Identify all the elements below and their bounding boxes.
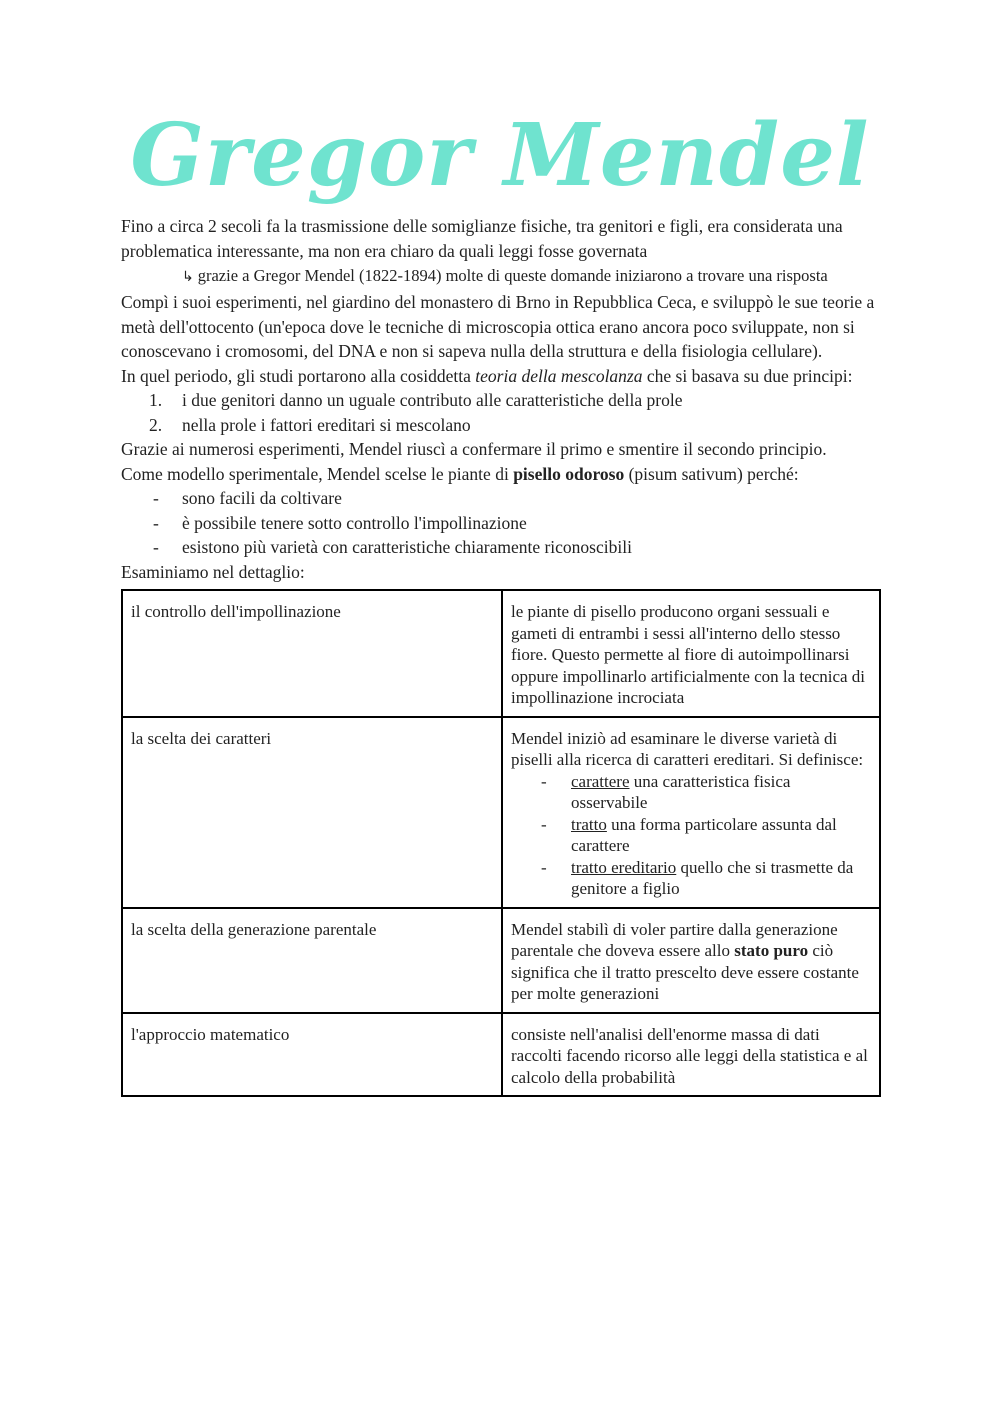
table-cell-topic: l'approccio matematico <box>122 1013 502 1097</box>
definition-item <box>511 771 871 814</box>
list-item <box>121 413 881 438</box>
definition-term: tratto <box>571 814 607 834</box>
definition-desc: una forma particolare assunta dal carattere <box>571 814 837 855</box>
theory-text: In quel periodo, gli studi portarono alla cosiddetta <box>121 365 476 386</box>
list-marker: - <box>153 537 159 557</box>
table-cell-topic: la scelta della generazione parentale <box>122 908 502 1013</box>
cell-intro: Mendel iniziò ad esaminare le diverse varietà di piselli alla ricerca di caratteri ereditari. Si definisce: <box>511 728 864 769</box>
model-text-end: (pisum sativum) perché: <box>624 463 799 484</box>
list-item <box>121 511 881 536</box>
list-marker: - <box>541 857 547 877</box>
list-marker: - <box>541 814 547 834</box>
details-table <box>121 589 881 1097</box>
table-row <box>122 717 880 908</box>
definition-term: tratto ereditario <box>571 857 677 877</box>
list-item <box>121 486 881 511</box>
theory-text-end: che si basava su due principi: <box>642 365 853 386</box>
table-cell-description: consiste nell'analisi dell'enorme massa di dati raccolti facendo ricorso alle leggi della statistica e al calcolo della probabilità <box>502 1013 880 1097</box>
table-cell-topic: il controllo dell'impollinazione <box>122 590 502 717</box>
detail-heading: Esaminiamo nel dettaglio: <box>121 561 305 582</box>
principles-list <box>121 388 881 437</box>
list-item-text: nella prole i fattori ereditari si mescolano <box>182 414 471 435</box>
cell-text-end: ciò significa che il tratto prescelto deve essere costante per molte generazioni <box>511 941 859 1003</box>
arrow-icon: ↳ <box>182 269 194 285</box>
list-marker: - <box>153 512 159 533</box>
definition-term: carattere <box>571 771 630 791</box>
reasons-list <box>121 486 881 560</box>
table-cell-topic: la scelta dei caratteri <box>122 717 502 908</box>
list-item-text: è possibile tenere sotto controllo l'impollinazione <box>182 512 527 533</box>
intro-subnote <box>121 263 881 290</box>
definition-item <box>511 814 871 857</box>
results-paragraph: Grazie ai numerosi esperimenti, Mendel riuscì a confermare il primo e smentire il secondo principio. <box>121 439 827 459</box>
list-marker: 2. <box>149 414 163 435</box>
list-item <box>121 535 881 560</box>
intro-paragraph: Fino a circa 2 secoli fa la trasmissione delle somiglianze fisiche, tra genitori e figli, era considerata una problematica interessante, ma non era chiaro da quali leggi fosse governata <box>121 216 843 261</box>
list-marker: 1. <box>149 390 163 410</box>
definition-item <box>511 857 871 900</box>
list-item <box>121 388 881 413</box>
table-cell-description: le piante di pisello producono organi sessuali e gameti di entrambi i sessi all'interno dello stesso fiore. Questo permette al fiore di autoimpollinarsi oppure impollinarlo artificialmente con la tecnica di impollinazione incrociata <box>502 590 880 717</box>
list-item-text: i due genitori danno un uguale contributo alle caratteristiche della prole <box>182 390 683 410</box>
experiments-paragraph: Compì i suoi esperimenti, nel giardino del monastero di Brno in Repubblica Ceca, e sviluppò le sue teorie a metà dell'ottocento (un'epoca dove le tecniche di microscopia ottica erano ancora poco sviluppate, non si conoscevano i cromosomi, del DNA e non si sapeva nulla della struttura e della fisiologia cellulare). <box>121 292 875 361</box>
theory-paragraph <box>121 364 881 389</box>
table-cell-description <box>502 908 880 1013</box>
model-paragraph <box>121 462 881 487</box>
table-cell-description <box>502 717 880 908</box>
table-row <box>122 1013 880 1097</box>
list-item-text: sono facili da coltivare <box>182 488 342 508</box>
definition-desc: quello che si trasmette da genitore a figlio <box>571 857 854 898</box>
list-marker: - <box>153 488 159 508</box>
list-marker: - <box>541 771 547 791</box>
cell-bold: stato puro <box>734 941 809 960</box>
table-row <box>122 590 880 717</box>
theory-name: teoria della mescolanza <box>475 365 643 386</box>
table-row <box>122 908 880 1013</box>
page-title: Gregor Mendel <box>130 105 870 206</box>
document-body <box>121 214 881 1097</box>
subnote-text: grazie a Gregor Mendel (1822-1894) molte di queste domande iniziarono a trovare una risposta <box>197 266 828 285</box>
model-text: Come modello sperimentale, Mendel scelse le piante di <box>121 463 514 484</box>
cell-text: Mendel stabilì di voler partire dalla generazione parentale che doveva essere allo <box>511 919 838 960</box>
model-bold: pisello odoroso <box>513 463 625 484</box>
definition-desc: una caratteristica fisica osservabile <box>571 771 791 812</box>
list-item-text: esistono più varietà con caratteristiche chiaramente riconoscibili <box>182 537 632 557</box>
